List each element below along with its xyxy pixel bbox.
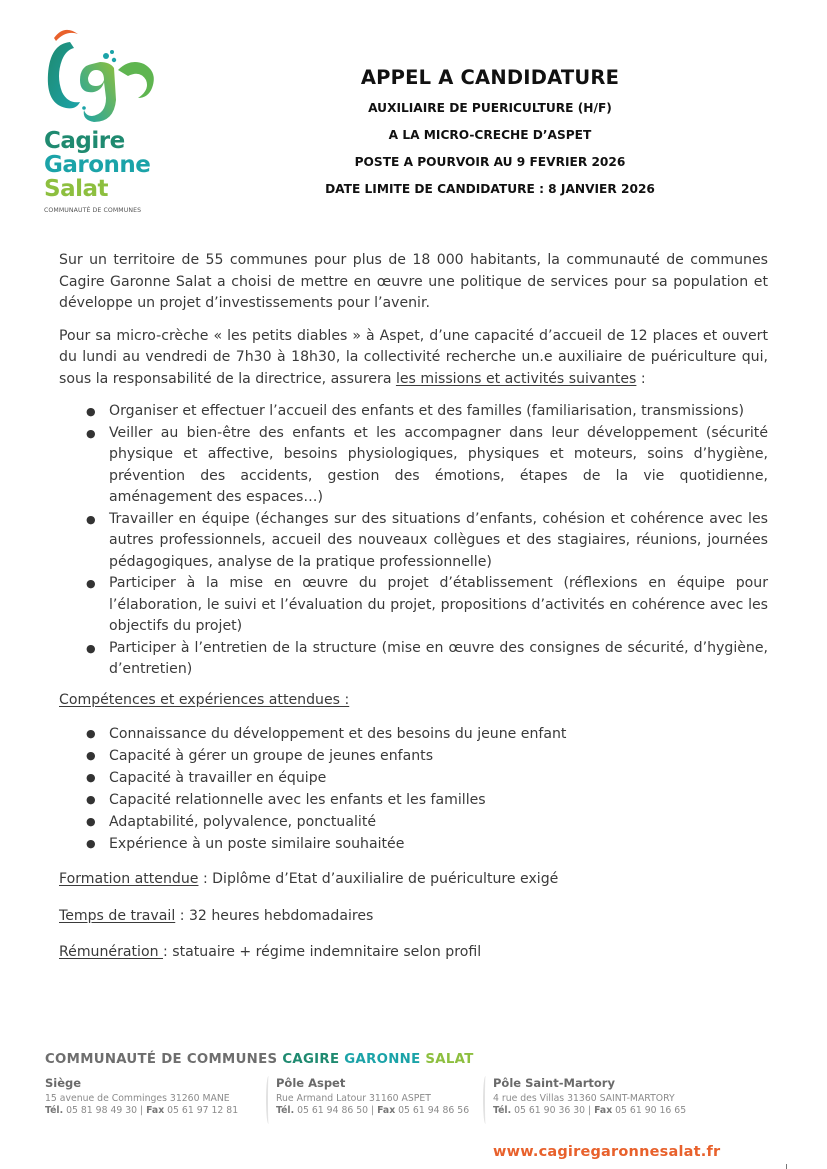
list-item	[59, 833, 768, 855]
logo-word-cagire: Cagire	[44, 128, 125, 154]
fax-number: 05 61 94 86 56	[395, 1105, 470, 1116]
footer-title-salat: SALAT	[425, 1052, 474, 1067]
bullet-icon: ●	[86, 793, 96, 806]
list-item	[59, 638, 768, 681]
bullet-icon: ●	[86, 749, 96, 762]
office-saint-martory	[493, 1076, 686, 1117]
list-item	[59, 573, 768, 638]
footer-title	[45, 1052, 745, 1067]
mission-text: Veiller au bien-être des enfants et les accompagner dans leur développement (sécurité physique et affective, besoins physiologiques, physiques et moteurs, soins d’hygiène, prévention des accidents, gestion des émotions, étapes de la vie quotidienne, aménagement des espaces…)	[109, 424, 768, 505]
bullet-icon: ●	[86, 815, 96, 828]
skill-text: Adaptabilité, polyvalence, ponctualité	[109, 814, 377, 830]
list-item	[59, 767, 768, 789]
page-edge-mark	[786, 1164, 787, 1169]
bullet-icon: ●	[86, 837, 96, 850]
office-name: Siège	[45, 1076, 82, 1090]
list-item	[59, 811, 768, 833]
application-deadline: DATE LIMITE DE CANDIDATURE : 8 JANVIER 2026	[325, 182, 655, 196]
skill-text: Connaissance du développement et des besoins du jeune enfant	[109, 726, 567, 742]
formation-label: Formation attendue	[59, 871, 199, 887]
cgs-monogram-icon	[40, 24, 165, 129]
office-address: 15 avenue de Comminges 31260 MANE	[45, 1093, 230, 1104]
office-aspet	[276, 1076, 469, 1117]
work-time-label: Temps de travail	[59, 907, 176, 924]
mission-text: Participer à la mise en œuvre du projet d’établissement (réflexions en équipe pour l’élaboration, le suivi et l’évaluation du projet, propositions d’activités en cohérence avec les objectifs du projet)	[109, 575, 768, 634]
list-item	[59, 423, 768, 509]
salary-value: : statuaire + régime indemnitaire selon profil	[163, 944, 482, 960]
document-header	[300, 66, 680, 209]
tel-label: Tél.	[45, 1105, 64, 1116]
list-item	[59, 789, 768, 811]
office-siege	[45, 1076, 238, 1117]
office-name: Pôle Aspet	[276, 1076, 346, 1090]
job-location: A LA MICRO-CRECHE D’ASPET	[388, 128, 592, 142]
skill-text: Capacité à travailler en équipe	[109, 770, 327, 786]
salary-label: Rémunération	[59, 944, 164, 960]
fax-label: Fax	[377, 1105, 396, 1116]
tel-number: 05 81 98 49 30 |	[63, 1105, 147, 1116]
salary-line	[59, 942, 768, 964]
s-swirl-shape	[118, 62, 154, 98]
website-link[interactable]: www.cagiregaronnesalat.fr	[493, 1144, 721, 1160]
logo-word-salat: Salat	[44, 176, 108, 202]
bullet-icon: ●	[86, 727, 96, 740]
tel-number: 05 61 94 86 50 |	[294, 1105, 378, 1116]
formation-value: : Diplôme d’Etat d’auxilialire de puériculture exigé	[198, 871, 559, 887]
g-letter-shape	[80, 62, 116, 122]
bullet-icon: ●	[86, 512, 96, 526]
work-time-line	[59, 906, 768, 928]
list-item	[59, 401, 768, 423]
context-paragraph	[59, 326, 768, 391]
missions-list	[59, 401, 768, 681]
start-date: POSTE A POURVOIR AU 9 FEVRIER 2026	[354, 155, 626, 169]
bullet-icon: ●	[86, 771, 96, 784]
list-item	[59, 509, 768, 574]
office-address: Rue Armand Latour 31160 ASPET	[276, 1093, 431, 1104]
page-title: APPEL A CANDIDATURE	[360, 66, 620, 89]
footer-divider	[483, 1076, 488, 1124]
intro-paragraph: Sur un territoire de 55 communes pour plus de 18 000 habitants, la communauté de communes Cagire Garonne Salat a choisi de mettre en œuvre une politique de services pour sa population et développe un projet d’investissements pour l’avenir.	[59, 252, 768, 311]
tel-label: Tél.	[276, 1105, 295, 1116]
logo-subtitle: COMMUNAUTÉ DE COMMUNES	[44, 207, 142, 214]
footer-title-garonne: GARONNE	[344, 1052, 421, 1067]
mission-text: Participer à l’entretien de la structure (mise en œuvre des consignes de sécurité, d’hygiène, d’entretien)	[109, 639, 768, 677]
fax-label: Fax	[594, 1105, 613, 1116]
document-footer	[45, 1052, 745, 1160]
job-title: AUXILIAIRE DE PUERICULTURE (H/F)	[368, 101, 612, 115]
office-name: Pôle Saint-Martory	[493, 1076, 615, 1090]
office-phone	[45, 1105, 238, 1117]
mission-text: Travailler en équipe (échanges sur des situations d’enfants, cohésion et cohérence avec les autres professionnels, accueil des nouveaux collègues et des stagiaires, réunions, journées pédagogiques, analyse de la pratique professionnelle)	[109, 510, 768, 570]
orange-accent-shape	[54, 30, 78, 41]
organization-logo	[40, 24, 165, 219]
document-body	[59, 250, 768, 979]
fax-number: 05 61 90 16 65	[612, 1105, 687, 1116]
context-colon: :	[636, 370, 646, 387]
footer-divider	[266, 1076, 271, 1124]
office-phone	[276, 1105, 469, 1117]
mission-text: Organiser et effectuer l’accueil des enfants et des familles (familiarisation, transmissions)	[109, 403, 745, 419]
bullet-icon: ●	[86, 405, 96, 418]
logo-word-garonne: Garonne	[44, 152, 151, 178]
footer-title-cagire: CAGIRE	[282, 1052, 340, 1067]
skill-text: Expérience à un poste similaire souhaitée	[109, 836, 405, 852]
work-time-value: : 32 heures hebdomadaires	[175, 907, 374, 924]
footer-title-prefix: COMMUNAUTÉ DE COMMUNES	[45, 1052, 283, 1067]
bullet-icon: ●	[86, 426, 96, 440]
footer-offices	[45, 1076, 745, 1160]
skills-list	[59, 723, 768, 855]
bullet-icon: ●	[86, 641, 96, 655]
bullet-icon: ●	[86, 577, 96, 590]
c-letter-shape	[48, 42, 80, 108]
skill-text: Capacité à gérer un groupe de jeunes enfants	[109, 748, 434, 764]
missions-heading: les missions et activités suivantes	[395, 370, 637, 387]
list-item	[59, 745, 768, 767]
office-address: 4 rue des Villas 31360 SAINT-MARTORY	[493, 1093, 675, 1104]
skill-text: Capacité relationnelle avec les enfants et les familles	[109, 792, 486, 808]
office-phone	[493, 1105, 686, 1117]
skills-heading: Compétences et expériences attendues :	[59, 691, 350, 708]
tel-number: 05 61 90 36 30 |	[511, 1105, 595, 1116]
list-item	[59, 723, 768, 745]
tel-label: Tél.	[493, 1105, 512, 1116]
fax-number: 05 61 97 12 81	[164, 1105, 239, 1116]
formation-line	[59, 869, 768, 891]
context-text: Pour sa micro-crèche « les petits diables » à Aspet, d’une capacité d’accueil de 12 places et ouvert du lundi au vendredi de 7h30 à 18h30, la collectivité recherche un.e auxiliaire de puériculture qui, sous la responsabilité de la directrice, assurera	[59, 327, 768, 387]
fax-label: Fax	[146, 1105, 165, 1116]
